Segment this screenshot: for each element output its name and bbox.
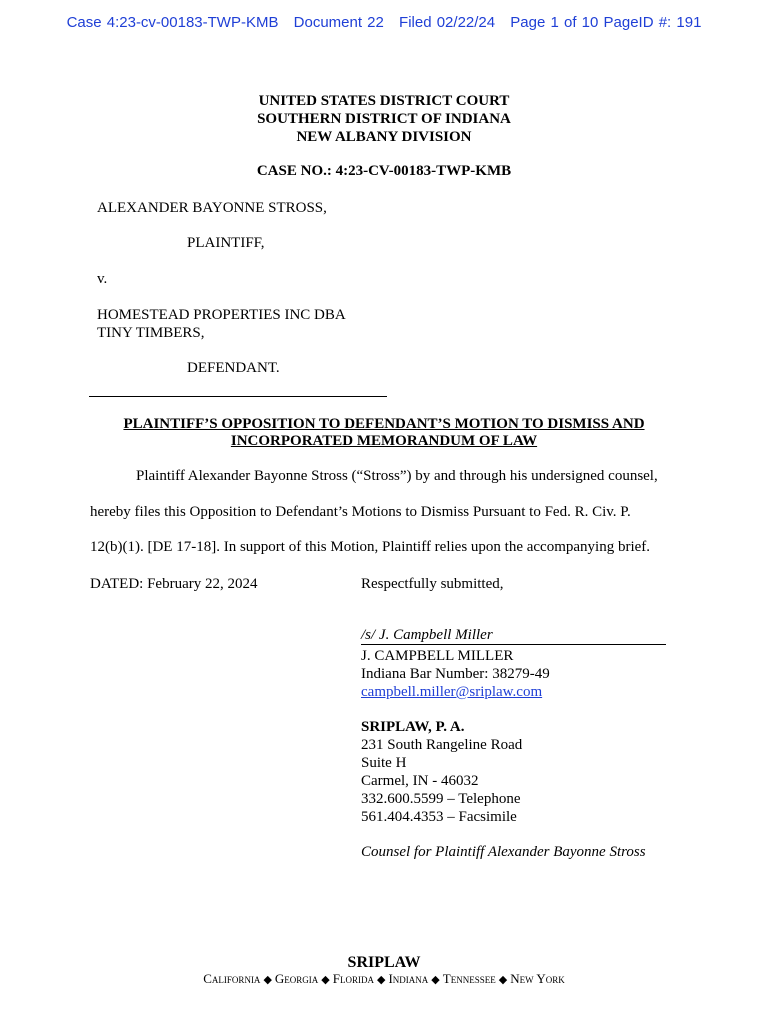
caption-divider: [89, 396, 387, 397]
firm-address-line1: 231 South Rangeline Road: [361, 737, 523, 753]
defendant-name-line2: TINY TIMBERS,: [97, 325, 205, 341]
document-title: [0, 416, 768, 450]
document-title-line1: PLAINTIFF’S OPPOSITION TO DEFENDANT’S MOTION TO DISMISS AND: [123, 416, 645, 432]
court-heading: [0, 92, 768, 146]
plaintiff-name: ALEXANDER BAYONNE STROSS,: [97, 200, 327, 216]
attorney-bar-number: Indiana Bar Number: 38279-49: [361, 666, 550, 682]
firm-phone: 332.600.5599 – Telephone: [361, 791, 521, 807]
attorney-name: J. CAMPBELL MILLER: [361, 648, 514, 664]
body-line-1: Plaintiff Alexander Bayonne Stross (“Stross”) by and through his undersigned counsel,: [136, 468, 658, 484]
versus: v.: [97, 271, 108, 287]
electronic-signature: /s/ J. Campbell Miller: [361, 626, 666, 645]
diamond-separator-icon: ◆: [431, 974, 440, 986]
body-line-3: 12(b)(1). [DE 17-18]. In support of this Motion, Plaintiff relies upon the accompanying brief.: [90, 539, 651, 555]
stamp-document-number: Document 22: [293, 14, 384, 31]
firm-address: [361, 718, 522, 826]
footer-state: Georgia: [274, 971, 319, 986]
closing: Respectfully submitted,: [361, 576, 504, 592]
diamond-separator-icon: ◆: [263, 974, 272, 986]
defendant-role: DEFENDANT.: [187, 360, 280, 376]
firm-address-line2: Suite H: [361, 755, 407, 771]
court-name: UNITED STATES DISTRICT COURT: [258, 93, 510, 109]
firm-fax: 561.404.4353 – Facsimile: [361, 809, 517, 825]
attorney-info: [361, 647, 550, 701]
stamp-case-number: Case 4:23-cv-00183-TWP-KMB: [66, 14, 279, 31]
counsel-for: Counsel for Plaintiff Alexander Bayonne Stross: [361, 844, 646, 860]
footer-firm-name: SRIPLAW: [347, 954, 421, 971]
footer-state: California: [203, 971, 261, 986]
ecf-header-stamp: [0, 14, 768, 31]
footer-states: [0, 971, 768, 987]
body-line-2: hereby files this Opposition to Defendant’s Motions to Dismiss Pursuant to Fed. R. Civ. P.: [90, 504, 631, 520]
diamond-separator-icon: ◆: [498, 974, 508, 986]
court-district: SOUTHERN DISTRICT OF INDIANA: [257, 111, 511, 127]
dated: DATED: February 22, 2024: [90, 576, 258, 592]
stamp-page-info: Page 1 of 10 PageID #: 191: [510, 14, 702, 31]
footer-state: Indiana: [388, 971, 429, 986]
document-title-line2: INCORPORATED MEMORANDUM OF LAW: [230, 433, 538, 449]
case-number: CASE NO.: 4:23-CV-00183-TWP-KMB: [256, 163, 512, 179]
footer-state: Florida: [332, 971, 374, 986]
defendant-name-line1: HOMESTEAD PROPERTIES INC DBA: [97, 307, 346, 323]
footer-state: Tennessee: [442, 971, 496, 986]
diamond-separator-icon: ◆: [321, 974, 330, 986]
court-division: NEW ALBANY DIVISION: [296, 129, 472, 145]
footer-state: New York: [510, 971, 565, 986]
plaintiff-role: PLAINTIFF,: [187, 235, 265, 251]
stamp-filed-date: Filed 02/22/24: [399, 14, 496, 31]
firm-name: SRIPLAW, P. A.: [361, 719, 465, 735]
firm-city: Carmel, IN - 46032: [361, 773, 479, 789]
attorney-email-link[interactable]: campbell.miller@sriplaw.com: [361, 684, 543, 700]
diamond-separator-icon: ◆: [377, 974, 386, 986]
